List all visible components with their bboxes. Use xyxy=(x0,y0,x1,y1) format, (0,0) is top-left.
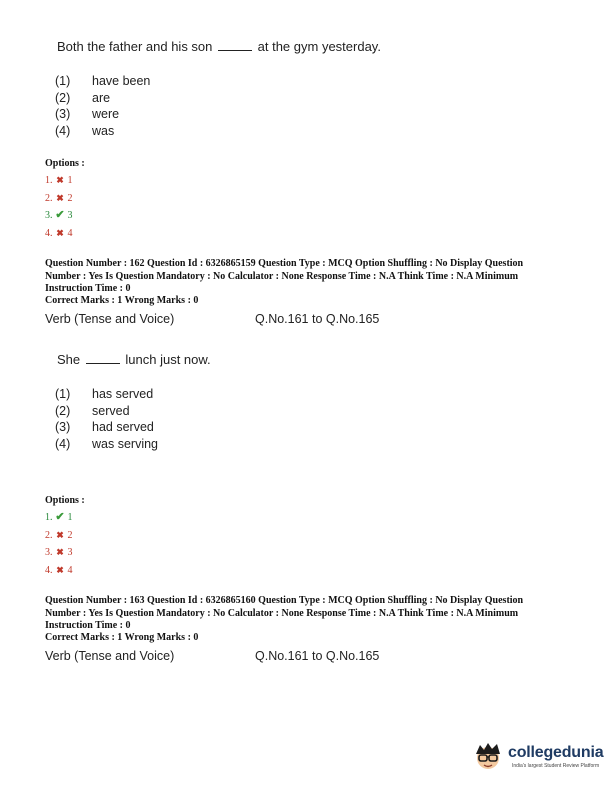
choice-item: (2) are xyxy=(55,90,111,105)
option-item: 1. ✔ 1 xyxy=(45,509,73,527)
question-text xyxy=(57,39,381,54)
options-list xyxy=(45,172,73,242)
option-item: 2. ✖ 2 xyxy=(45,190,73,208)
question-text-after: lunch just now. xyxy=(125,352,211,367)
question-text-before: Both the father and his son xyxy=(57,39,213,54)
question-range: Q.No.161 to Q.No.165 xyxy=(255,312,380,326)
answer-blank xyxy=(86,352,120,364)
choice-list xyxy=(55,73,150,139)
question-text xyxy=(57,352,211,367)
option-item: 1. ✖ 1 xyxy=(45,172,73,190)
collegedunia-logo xyxy=(472,738,604,778)
choice-item: (1) have been xyxy=(55,74,151,88)
topic-label: Verb (Tense and Voice) xyxy=(45,312,175,326)
marks-info: Correct Marks : 1 Wrong Marks : 0 xyxy=(45,632,199,643)
option-item: 2. ✖ 2 xyxy=(45,527,73,545)
check-icon: ✔ xyxy=(55,511,65,523)
question-meta: Question Number : 162 Question Id : 6326865159 Question Type : MCQ Option Shuffling : No Display Question Number : Yes Is Question Mandatory : No Calculator : None Response Time : N.A Think Time : N.A Minimum Instruction Time : 0 xyxy=(45,258,524,294)
check-icon: ✔ xyxy=(55,209,65,221)
choice-item: (3) had served xyxy=(55,420,154,434)
cross-icon: ✖ xyxy=(56,529,64,540)
question-meta: Question Number : 163 Question Id : 6326865160 Question Type : MCQ Option Shuffling : No Display Question Number : Yes Is Question Mandatory : No Calculator : None Response Time : N.A Think Time : N.A Minimum Instruction Time : 0 xyxy=(45,595,524,631)
choice-item: (4) was serving xyxy=(55,436,158,451)
marks-info: Correct Marks : 1 Wrong Marks : 0 xyxy=(45,295,199,306)
option-item: 4. ✖ 4 xyxy=(45,225,73,243)
choice-list xyxy=(55,386,158,452)
question-range: Q.No.161 to Q.No.165 xyxy=(255,649,380,663)
answer-blank xyxy=(218,39,252,51)
cross-icon: ✖ xyxy=(56,192,64,203)
logo-tagline: India's largest Student Review Platform xyxy=(512,763,600,769)
logo-name: collegedunia xyxy=(508,744,604,761)
topic-label: Verb (Tense and Voice) xyxy=(45,649,175,663)
options-list xyxy=(45,509,73,579)
student-face-icon xyxy=(472,740,504,772)
choice-item: (1) has served xyxy=(55,387,154,401)
option-item: 3. ✔ 3 xyxy=(45,207,73,225)
option-item: 3. ✖ 3 xyxy=(45,544,73,562)
option-item: 4. ✖ 4 xyxy=(45,562,73,580)
question-text-before: She xyxy=(57,352,81,367)
cross-icon: ✖ xyxy=(56,564,64,575)
cross-icon: ✖ xyxy=(56,547,64,557)
cross-icon: ✖ xyxy=(56,175,64,185)
choice-item: (3) were xyxy=(55,107,120,121)
options-heading: Options : xyxy=(45,158,85,169)
options-heading: Options : xyxy=(45,495,85,506)
choice-item: (4) was xyxy=(55,123,115,138)
question-text-after: at the gym yesterday. xyxy=(257,39,381,54)
choice-item: (2) served xyxy=(55,403,130,418)
cross-icon: ✖ xyxy=(56,227,64,238)
